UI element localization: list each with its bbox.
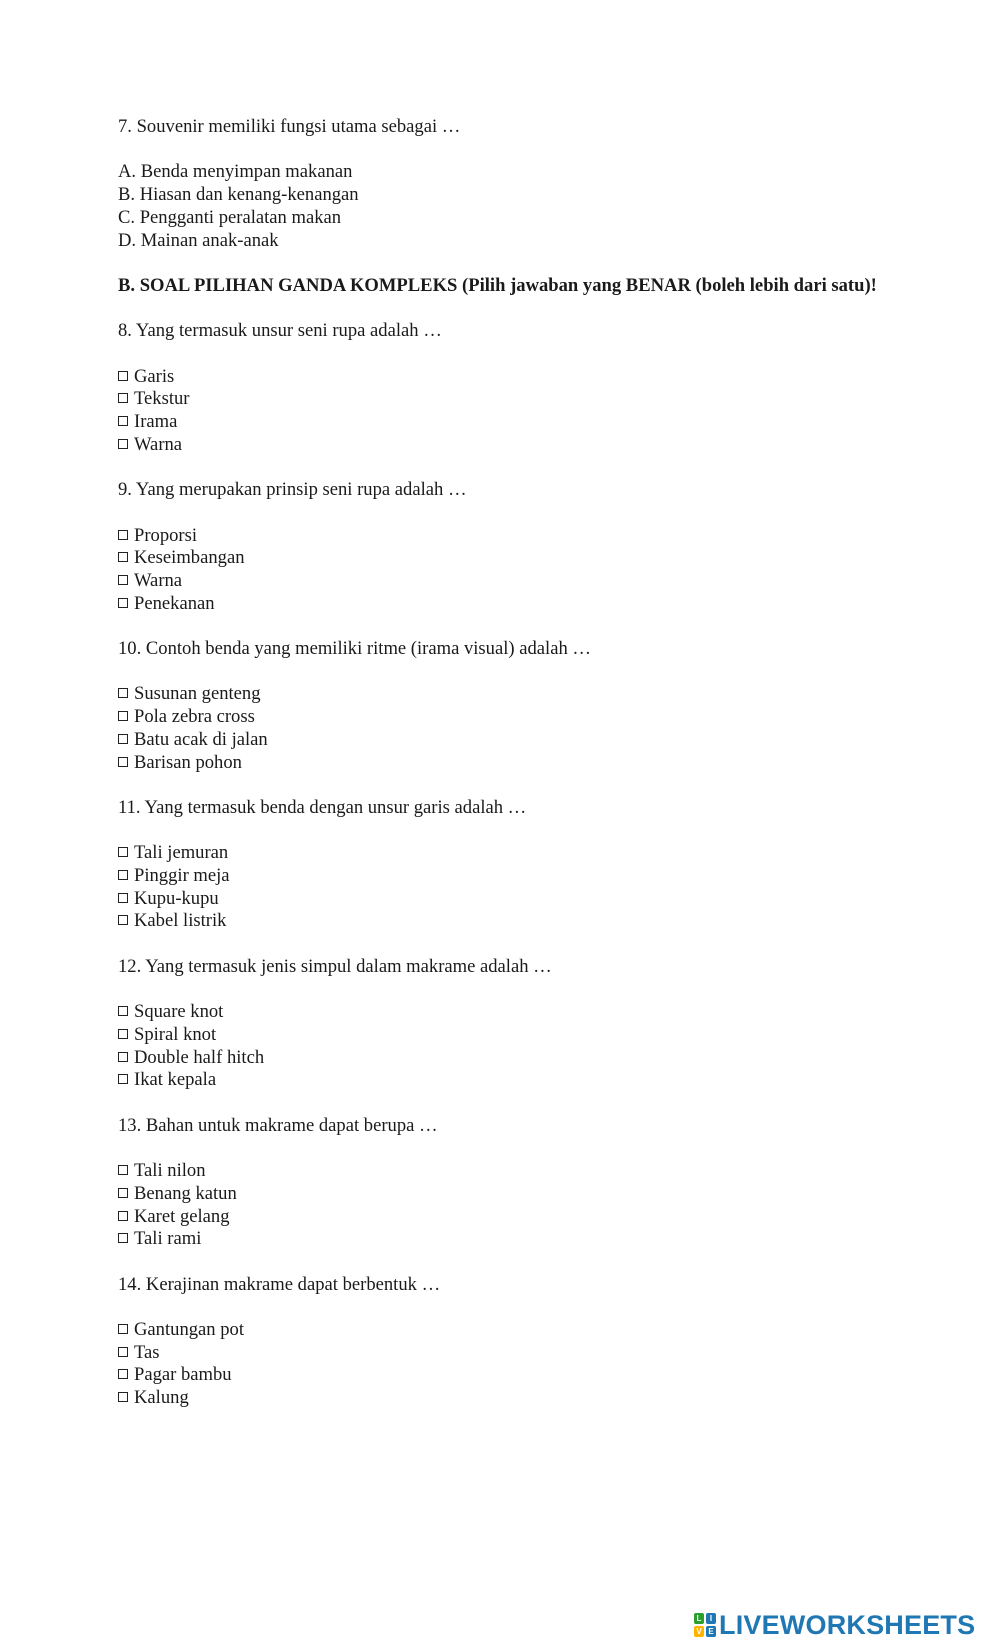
checkbox-icon[interactable] [118, 711, 128, 721]
worksheet-page [118, 116, 888, 1410]
checkbox-icon[interactable] [118, 1188, 128, 1198]
option-label: Kupu-kupu [134, 887, 219, 909]
question-9-option[interactable] [118, 570, 888, 593]
option-label: Keseimbangan [134, 547, 245, 569]
option-label: Tas [134, 1341, 160, 1363]
option-label: Tali jemuran [134, 842, 229, 864]
checkbox-icon[interactable] [118, 915, 128, 925]
question-14-option[interactable] [118, 1342, 888, 1365]
logo-letter-l: L [694, 1613, 704, 1624]
question-10-option[interactable] [118, 729, 888, 752]
option-label: Ikat kepala [134, 1069, 217, 1091]
checkbox-icon[interactable] [118, 870, 128, 880]
question-8-option[interactable] [118, 366, 888, 389]
option-label: Barisan pohon [134, 751, 242, 773]
question-13-option[interactable] [118, 1183, 888, 1206]
question-8-option[interactable] [118, 388, 888, 411]
checkbox-icon[interactable] [118, 1165, 128, 1175]
section-b-heading: B. SOAL PILIHAN GANDA KOMPLEKS (Pilih jawaban yang BENAR (boleh lebih dari satu)! [118, 274, 877, 296]
question-14-option[interactable] [118, 1364, 888, 1387]
checkbox-icon[interactable] [118, 393, 128, 403]
logo-letter-v: V [694, 1626, 704, 1637]
question-9-option[interactable] [118, 525, 888, 548]
logo-wordmark: LIVEWORKSHEETS [719, 1609, 976, 1640]
question-14-text: 14. Kerajinan makrame dapat berbentuk … [118, 1273, 441, 1295]
option-label: Double half hitch [134, 1046, 265, 1068]
complex-questions-list [118, 320, 888, 1410]
option-label: Tali rami [134, 1228, 202, 1250]
option-label: Batu acak di jalan [134, 728, 268, 750]
question-11-option[interactable] [118, 910, 888, 933]
checkbox-icon[interactable] [118, 1074, 128, 1084]
question-13-text: 13. Bahan untuk makrame dapat berupa … [118, 1114, 438, 1136]
question-13-option[interactable] [118, 1160, 888, 1183]
option-label: Pagar bambu [134, 1364, 232, 1386]
option-label: Pinggir meja [134, 865, 230, 887]
checkbox-icon[interactable] [118, 1006, 128, 1016]
option-label: Square knot [134, 1001, 224, 1023]
checkbox-icon[interactable] [118, 1324, 128, 1334]
question-8-option[interactable] [118, 434, 888, 457]
question-9-option[interactable] [118, 547, 888, 570]
question-11-option[interactable] [118, 888, 888, 911]
checkbox-icon[interactable] [118, 847, 128, 857]
question-10-option[interactable] [118, 706, 888, 729]
question-9-option[interactable] [118, 593, 888, 616]
question-12-option[interactable] [118, 1047, 888, 1070]
question-7-option-d[interactable]: D. Mainan anak-anak [118, 229, 279, 251]
question-10-option[interactable] [118, 683, 888, 706]
logo-letter-e: E [706, 1626, 716, 1637]
checkbox-icon[interactable] [118, 1029, 128, 1039]
logo-mark [694, 1613, 716, 1637]
question-11-option[interactable] [118, 865, 888, 888]
option-label: Warna [134, 569, 183, 591]
question-8-option[interactable] [118, 411, 888, 434]
checkbox-icon[interactable] [118, 893, 128, 903]
question-7-option-a[interactable]: A. Benda menyimpan makanan [118, 161, 353, 183]
option-label: Irama [134, 411, 178, 433]
option-label: Karet gelang [134, 1205, 230, 1227]
question-10-text: 10. Contoh benda yang memiliki ritme (irama visual) adalah … [118, 638, 591, 660]
option-label: Tali nilon [134, 1160, 206, 1182]
checkbox-icon[interactable] [118, 1347, 128, 1357]
checkbox-icon[interactable] [118, 598, 128, 608]
logo-letter-i: I [706, 1613, 716, 1624]
checkbox-icon[interactable] [118, 757, 128, 767]
option-label: Garis [134, 365, 175, 387]
question-11-text: 11. Yang termasuk benda dengan unsur garis adalah … [118, 796, 527, 818]
checkbox-icon[interactable] [118, 371, 128, 381]
question-12-option[interactable] [118, 1069, 888, 1092]
question-14-option[interactable] [118, 1387, 888, 1410]
checkbox-icon[interactable] [118, 530, 128, 540]
question-7-option-c[interactable]: C. Pengganti peralatan makan [118, 206, 342, 228]
option-label: Spiral knot [134, 1023, 217, 1045]
checkbox-icon[interactable] [118, 552, 128, 562]
checkbox-icon[interactable] [118, 1211, 128, 1221]
question-7-option-b[interactable]: B. Hiasan dan kenang-kenangan [118, 184, 359, 206]
question-11-option[interactable] [118, 842, 888, 865]
option-label: Penekanan [134, 592, 215, 614]
question-13-option[interactable] [118, 1206, 888, 1229]
liveworksheets-logo [694, 1610, 975, 1640]
checkbox-icon[interactable] [118, 416, 128, 426]
option-label: Kalung [134, 1387, 189, 1409]
option-label: Benang katun [134, 1182, 237, 1204]
option-label: Susunan genteng [134, 683, 261, 705]
question-12-option[interactable] [118, 1024, 888, 1047]
checkbox-icon[interactable] [118, 734, 128, 744]
checkbox-icon[interactable] [118, 1052, 128, 1062]
option-label: Kabel listrik [134, 910, 227, 932]
question-12-text: 12. Yang termasuk jenis simpul dalam makrame adalah … [118, 955, 552, 977]
question-12-option[interactable] [118, 1001, 888, 1024]
question-8-text: 8. Yang termasuk unsur seni rupa adalah … [118, 320, 442, 342]
question-14-option[interactable] [118, 1319, 888, 1342]
option-label: Proporsi [134, 524, 198, 546]
checkbox-icon[interactable] [118, 1233, 128, 1243]
checkbox-icon[interactable] [118, 575, 128, 585]
question-9-text: 9. Yang merupakan prinsip seni rupa adalah … [118, 479, 467, 501]
option-label: Warna [134, 433, 183, 455]
option-label: Tekstur [134, 388, 190, 410]
question-10-option[interactable] [118, 752, 888, 775]
checkbox-icon[interactable] [118, 439, 128, 449]
checkbox-icon[interactable] [118, 688, 128, 698]
checkbox-icon[interactable] [118, 1392, 128, 1402]
option-label: Gantungan pot [134, 1319, 244, 1341]
question-7-text: 7. Souvenir memiliki fungsi utama sebagai … [118, 116, 461, 137]
option-label: Pola zebra cross [134, 706, 255, 728]
question-13-option[interactable] [118, 1228, 888, 1251]
checkbox-icon[interactable] [118, 1369, 128, 1379]
